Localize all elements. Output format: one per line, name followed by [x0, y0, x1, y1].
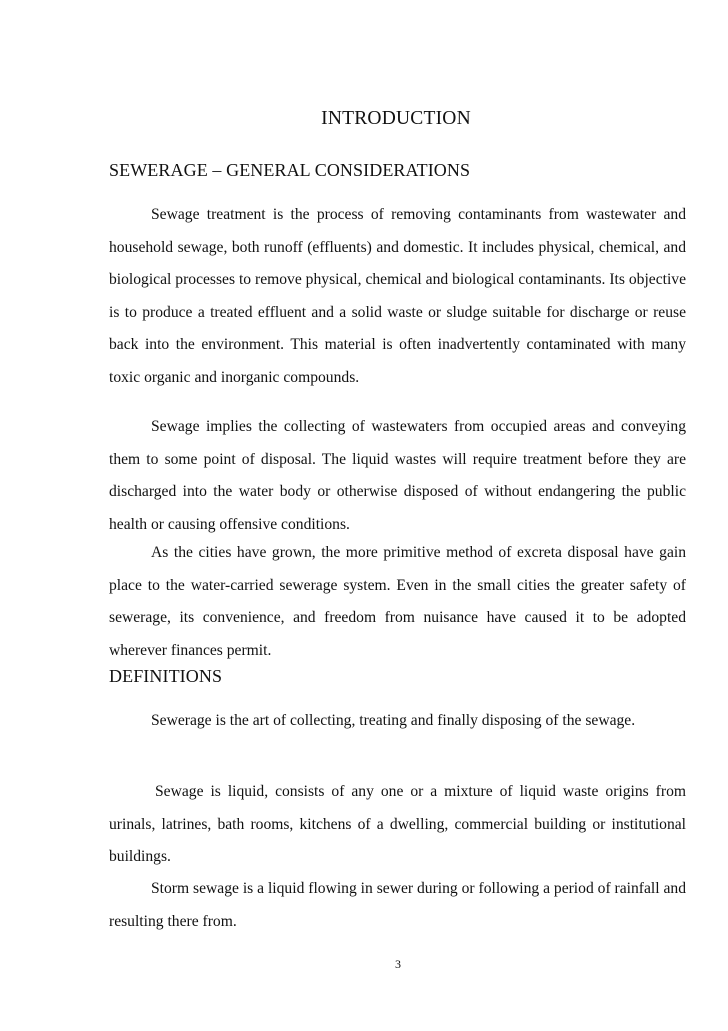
- paragraph-cities-grown: As the cities have grown, the more primitive method of excreta disposal have gain place to the water-carried sewerage system. Even in the small cities the greater safety of sewerage, its convenience, and freedom from nuisance have caused it to be adopted wherever finances permit.: [109, 544, 686, 659]
- paragraph-sewage-treatment: Sewage treatment is the process of removing contaminants from wastewater and household sewage, both runoff (effluents) and domestic. It includes physical, chemical, and biological processes to remove physical, chemical and biological contaminants. Its objective is to produce a treated effluent and a solid waste or sludge suitable for discharge or reuse back into the environment. This material is often inadvertently contaminated with many toxic organic and inorganic compounds.: [109, 206, 686, 386]
- paragraph-sewerage-definition: Sewerage is the art of collecting, treating and finally disposing of the sewage.: [151, 712, 636, 729]
- paragraph-storm-sewage-definition: Storm sewage is a liquid flowing in sewer during or following a period of rainfall and resulting there from.: [109, 880, 686, 930]
- section-heading-definitions: DEFINITIONS: [109, 666, 223, 686]
- page-number: 3: [395, 957, 401, 971]
- paragraph-sewage-implies: Sewage implies the collecting of wastewaters from occupied areas and conveying them to some point of disposal. The liquid wastes will require treatment before they are discharged into the water body or otherwise disposed of without endangering the public health or causing offensive conditions.: [109, 418, 686, 533]
- section-heading-sewerage: SEWERAGE – GENERAL CONSIDERATIONS: [109, 160, 471, 180]
- page-title: INTRODUCTION: [321, 108, 471, 129]
- paragraph-sewage-definition: Sewage is liquid, consists of any one or a mixture of liquid waste origins from urinals, latrines, bath rooms, kitchens of a dwelling, commercial building or institutional buildings.: [109, 783, 686, 866]
